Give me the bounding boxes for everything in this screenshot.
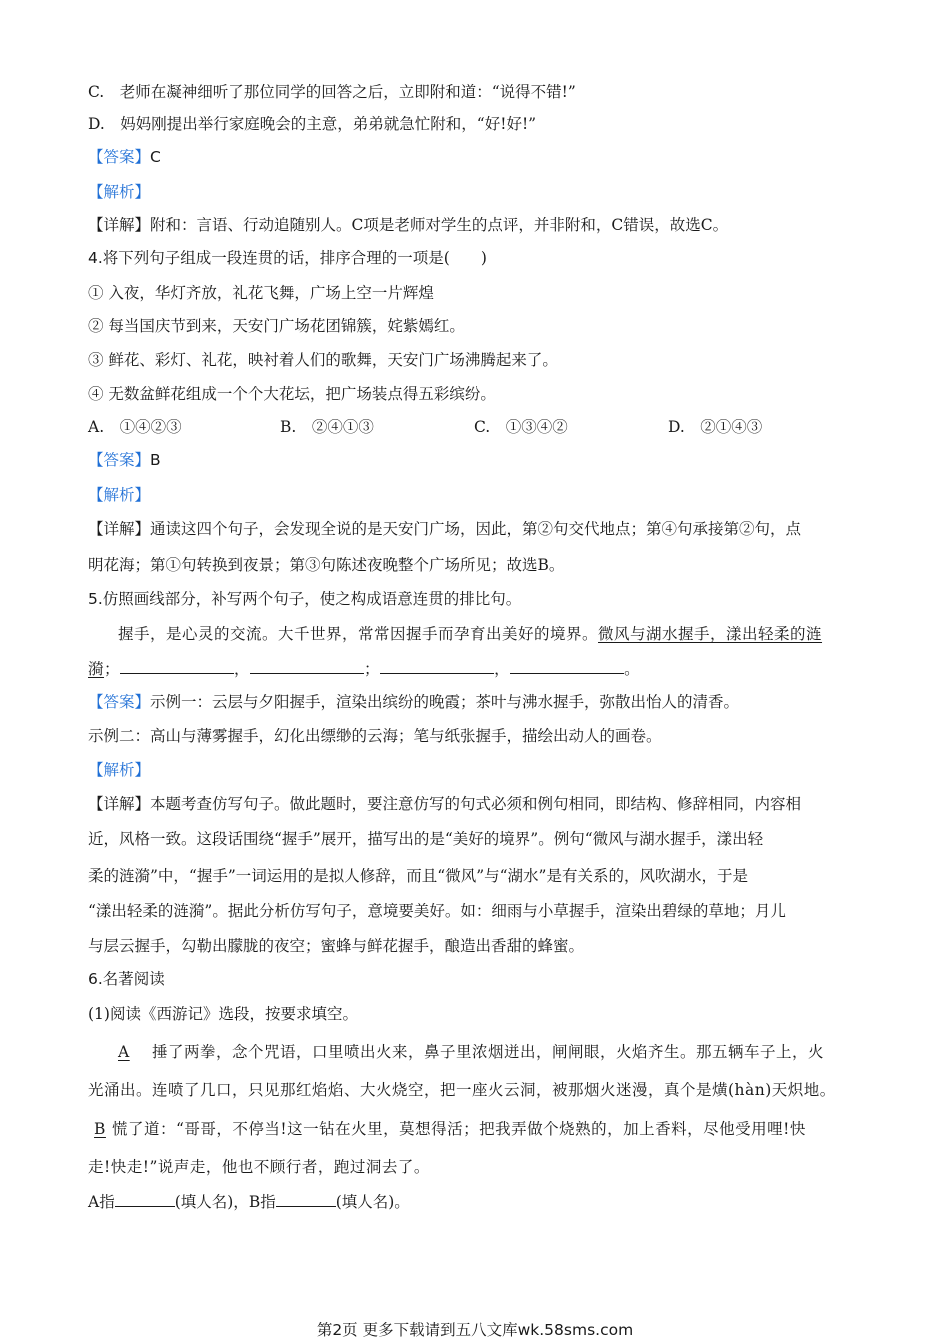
answer-value: C [150,148,161,166]
fill-b-suffix: (填人名)。 [335,1193,410,1211]
fill-blank-3[interactable] [380,657,494,674]
q6-passage-line-4: 走!快走!”说声走，他也不顾行者，跑过洞去了。 [88,1158,430,1176]
detail-text: 附和：言语、行动追随别人。C项是老师对学生的点评，并非附和，C错误，故选C。 [150,216,729,234]
q4-option-a: A. ①④②③ [88,418,182,436]
q5-passage-line-1 [118,622,822,646]
separator: ， [234,660,251,678]
q4-answer [88,448,161,472]
fill-blank-b[interactable] [276,1190,336,1207]
q4-option-c: C. ①③④② [474,418,568,436]
answer-tag: 【答案】 [88,693,151,711]
q3-option-d: D. 妈妈刚提出举行家庭晚会的主意，弟弟就急忙附和，“好!好!” [88,115,537,133]
q5-detail-line-5: 与层云握手，勾勒出朦胧的夜空；蜜蜂与鲜花握手，酿造出香甜的蜂蜜。 [88,937,585,955]
q4-sentence-1: ① 入夜，华灯齐放，礼花飞舞，广场上空一片辉煌 [88,284,434,302]
answer-tag: 【答案】 [88,451,151,469]
passage-text: 捶了两拳，念个咒语，口里喷出火来，鼻子里浓烟迸出，闸闸眼，火焰齐生。那五辆车子上，火 [152,1043,825,1061]
q4-analysis-tag: 【解析】 [88,486,151,504]
q5-detail-line-4: “漾出轻柔的涟漪”。据此分析仿写句子，意境要美好。如：细雨与小草握手，渲染出碧绿的草地；月儿 [88,902,786,920]
detail-tag: 【详解】 [88,216,151,234]
q6-passage-line-3 [88,1117,806,1141]
fill-blank-2[interactable] [250,657,364,674]
q6-sub1: (1)阅读《西游记》选段，按要求填空。 [88,1005,358,1023]
q5-detail-line-2: 近，风格一致。这段话围绕“握手”展开，描写出的是“美好的境界”。例句“微风与湖水握手，漾出轻 [88,830,764,848]
separator: ； [364,660,381,678]
question-number: 5. [88,590,103,608]
passage-underlined: 漪 [88,660,105,678]
question-number: 4. [88,249,103,267]
q5-detail-line-1 [88,792,801,816]
q3-detail [88,213,728,237]
q3-option-c: C. 老师在凝神细听了那位同学的回答之后，立即附和道：“说得不错!” [88,83,576,101]
q6-passage-line-1 [118,1040,824,1064]
separator: ； [104,660,121,678]
q4-sentence-4: ④ 无数盆鲜花组成一个个大花坛，把广场装点得五彩缤纷。 [88,385,496,403]
answer-tag: 【答案】 [88,148,151,166]
q4-stem [88,246,487,270]
q5-passage-line-2 [88,657,640,681]
detail-text: 本题考查仿写句子。做此题时，要注意仿写的句式必须和例句相同，即结构、修辞相同，内容相 [150,795,802,813]
q4-option-b: B. ②④①③ [280,418,374,436]
q3-analysis-tag: 【解析】 [88,183,151,201]
question-stem: 名著阅读 [102,970,165,988]
q6-stem [88,967,165,991]
detail-tag: 【详解】 [88,520,151,538]
page-footer: 第2页 更多下载请到五八文库wk.58sms.com [316,1321,634,1339]
question-stem: 仿照画线部分，补写两个句子，使之构成语意连贯的排比句。 [102,590,522,608]
q5-detail-line-3: 柔的涟漪”中，“握手”一词运用的是拟人修辞，而且“微风”与“湖水”是有关系的，风吹湖水，于是 [88,867,748,885]
q5-answer-line-1 [88,690,739,714]
fill-blank-4[interactable] [510,657,624,674]
detail-text: 通读这四个句子，会发现全说的是天安门广场，因此，第②句交代地点；第④句承接第②句，点 [150,520,802,538]
q5-stem [88,587,521,611]
detail-tag: 【详解】 [88,795,151,813]
label-b: B [94,1120,106,1138]
answer-value: B [150,451,161,469]
fill-blank-1[interactable] [120,657,234,674]
question-number: 6. [88,970,103,988]
q6-fill-line [88,1190,410,1214]
q4-detail-line-2: 明花海；第①句转换到夜景；第③句陈述夜晚整个广场所见；故选B。 [88,556,565,574]
answer-text: 示例一：云层与夕阳握手，渲染出缤纷的晚霞；茶叶与沸水握手，弥散出怡人的清香。 [150,693,740,711]
passage-text: 慌了道：“哥哥，不停当!这一钻在火里，莫想得活；把我弄做个烧熟的，加上香料，尽他受用哩!快 [112,1120,806,1138]
fill-b-label: B指 [248,1193,276,1211]
q5-analysis-tag: 【解析】 [88,761,151,779]
fill-a-suffix: (填人名)， [174,1193,249,1211]
separator: ， [494,660,511,678]
passage-text: 握手，是心灵的交流。大千世界，常常因握手而孕育出美好的境界。 [118,625,599,643]
q4-sentence-3: ③ 鲜花、彩灯、礼花，映衬着人们的歌舞，天安门广场沸腾起来了。 [88,351,558,369]
q3-answer [88,145,161,169]
q6-passage-line-2: 光涌出。连喷了几口，只见那红焰焰、大火烧空，把一座火云洞，被那烟火迷漫，真个是熿(hàn)天炽地。 [88,1081,836,1099]
label-a: A [118,1043,130,1061]
question-stem: 将下列句子组成一段连贯的话，排序合理的一项是( ) [102,249,487,267]
end-mark: 。 [624,660,641,678]
q5-answer-line-2: 示例二：高山与薄雾握手，幻化出缥缈的云海；笔与纸张握手，描绘出动人的画卷。 [88,727,662,745]
q4-sentence-2: ② 每当国庆节到来，天安门广场花团锦簇，姹紫嫣红。 [88,317,465,335]
q4-detail-line-1 [88,517,801,541]
fill-blank-a[interactable] [115,1190,175,1207]
q4-option-d: D. ②①④③ [668,418,763,436]
passage-underlined: 微风与湖水握手，漾出轻柔的涟 [598,625,823,643]
fill-a-label: A指 [88,1193,115,1211]
